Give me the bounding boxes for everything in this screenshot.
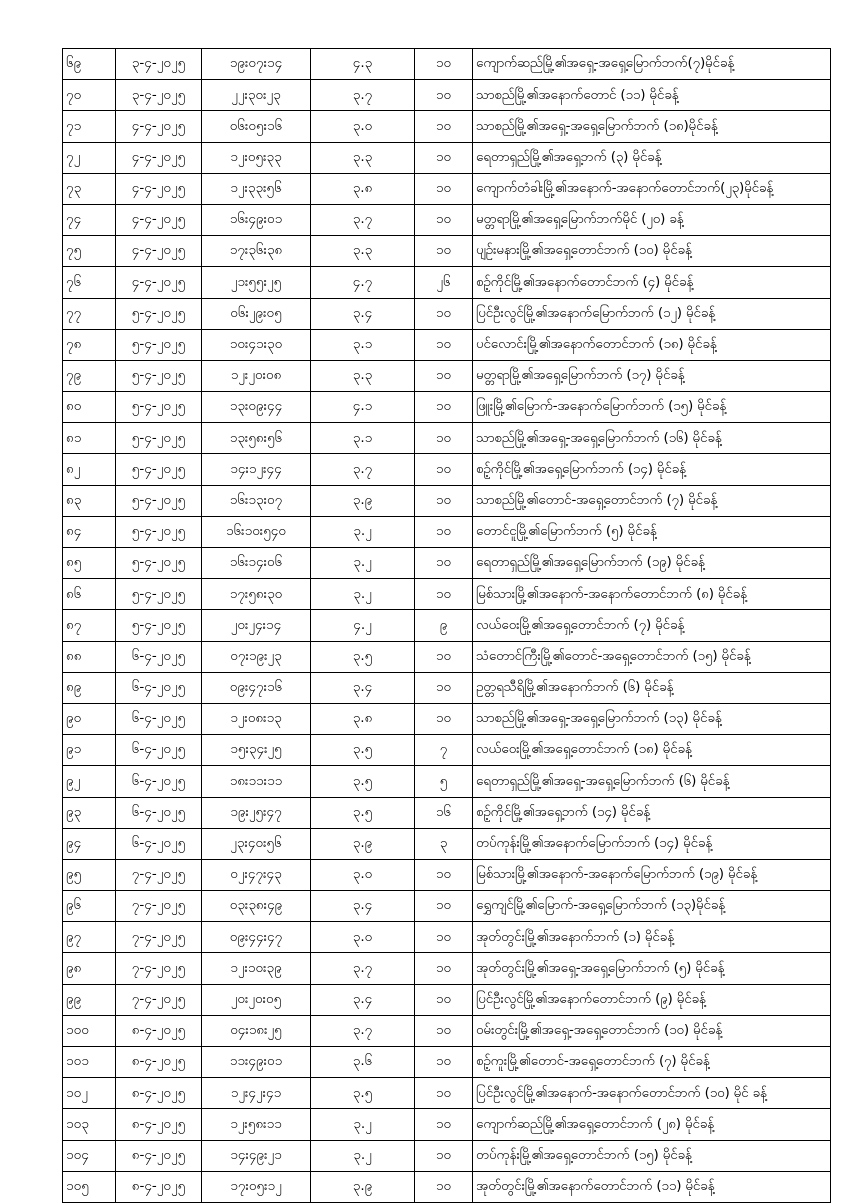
magnitude-cell: ၃.၁ [311, 329, 415, 360]
row-number: ၇၆ [63, 267, 116, 298]
table-row [63, 828, 831, 859]
location-cell: သာစည်မြို့၏အနောက်တောင် (၁၁) မိုင်ခန့် [473, 80, 831, 111]
location-cell: ပင်လောင်းမြို့၏အနောက်တောင်ဘက် (၁၈) မိုင်ခန့် [473, 329, 831, 360]
time-cell: ၁၇း၀၅း၁၂ [202, 1171, 311, 1202]
row-number: ၁၀၁ [63, 1047, 116, 1078]
time-cell: ၀၂း၄၇း၄၃ [202, 859, 311, 890]
depth-cell: ၇ [415, 735, 473, 766]
magnitude-cell: ၃.၂ [311, 1140, 415, 1171]
time-cell: ၁၆း၄၉း၀၁ [202, 204, 311, 235]
earthquake-table [62, 48, 831, 1203]
depth-cell: ၉ [415, 610, 473, 641]
depth-cell: ၁၀ [415, 204, 473, 235]
depth-cell: ၁၀ [415, 142, 473, 173]
time-cell: ၁၉း၀၇း၁၄ [202, 49, 311, 80]
time-cell: ၁၂း၀၅း၃၃ [202, 142, 311, 173]
table-row [63, 267, 831, 298]
row-number: ၉၉ [63, 984, 116, 1015]
location-cell: ကျောက်ဆည်မြို့၏အရှေ့တောင်ဘက် (၂၈) မိုင်ခန့် [473, 1109, 831, 1140]
table-row [63, 859, 831, 890]
table-row [63, 49, 831, 80]
table-row [63, 641, 831, 672]
row-number: ၇၄ [63, 204, 116, 235]
location-cell: ကျောက်ဆည်မြို့၏အရှေ့-အရှေ့မြောက်ဘက်(၇)မိုင်ခန့် [473, 49, 831, 80]
magnitude-cell: ၃.၂ [311, 579, 415, 610]
depth-cell: ၃ [415, 828, 473, 859]
table-row [63, 111, 831, 142]
table-row [63, 298, 831, 329]
row-number: ၈၆ [63, 579, 116, 610]
depth-cell: ၁၀ [415, 49, 473, 80]
depth-cell: ၁၀ [415, 953, 473, 984]
row-number: ၁၀၃ [63, 1109, 116, 1140]
magnitude-cell: ၃.၇ [311, 80, 415, 111]
time-cell: ၁၀း၄၁း၃၀ [202, 329, 311, 360]
table-row [63, 423, 831, 454]
magnitude-cell: ၃.၀ [311, 922, 415, 953]
date-cell: ၄-၄-၂၀၂၅ [116, 142, 202, 173]
table-row [63, 1140, 831, 1171]
table-row [63, 1109, 831, 1140]
location-cell: ပျဉ်းမနားမြို့၏အရှေ့တောင်ဘက် (၁၀) မိုင်ခန့် [473, 236, 831, 267]
magnitude-cell: ၃.၇ [311, 204, 415, 235]
time-cell: ၁၇း၅၈း၃၀ [202, 579, 311, 610]
time-cell: ၀၉း၄၄း၄၇ [202, 922, 311, 953]
location-cell: ပြင်ဦးလွင်မြို့၏အနောက်မြောက်ဘက် (၁၂) မိုင်ခန့် [473, 298, 831, 329]
time-cell: ၂၃း၄၀း၅၆ [202, 828, 311, 859]
depth-cell: ၁၀ [415, 516, 473, 547]
time-cell: ၁၃း၅၈း၅၆ [202, 423, 311, 454]
time-cell: ၁၆း၁၀း၅၄၀ [202, 516, 311, 547]
time-cell: ၀၆း၂၉း၀၅ [202, 298, 311, 329]
row-number: ၈၈ [63, 641, 116, 672]
table-row [63, 454, 831, 485]
table-row [63, 703, 831, 734]
table-row [63, 236, 831, 267]
location-cell: မတ္တရာမြို့၏အရှေ့မြောက်ဘက်မိုင် (၂၀) ခန့် [473, 204, 831, 235]
table-row [63, 735, 831, 766]
depth-cell: ၂၆ [415, 267, 473, 298]
table-row [63, 579, 831, 610]
date-cell: ၅-၄-၂၀၂၅ [116, 610, 202, 641]
location-cell: ပြင်ဦးလွင်မြို့၏အနောက်တောင်ဘက် (၉) မိုင်ခန့် [473, 984, 831, 1015]
table-row [63, 610, 831, 641]
depth-cell: ၁၀ [415, 360, 473, 391]
location-cell: သံတောင်ကြီးမြို့၏တောင်-အရှေ့တောင်ဘက် (၁၅) မိုင်ခန့် [473, 641, 831, 672]
row-number: ၉၀ [63, 703, 116, 734]
location-cell: ဝမ်းတွင်းမြို့၏အရှေ့-အရှေ့တောင်ဘက် (၁၀) မိုင်ခန့် [473, 1015, 831, 1046]
magnitude-cell: ၃.၃ [311, 360, 415, 391]
time-cell: ၁၂း၁၀း၃၉ [202, 953, 311, 984]
date-cell: ၈-၄-၂၀၂၅ [116, 1171, 202, 1202]
date-cell: ၃-၄-၂၀၂၅ [116, 49, 202, 80]
earthquake-table-body [63, 49, 831, 1203]
magnitude-cell: ၃.၇ [311, 454, 415, 485]
table-row [63, 1015, 831, 1046]
date-cell: ၅-၄-၂၀၂၅ [116, 392, 202, 423]
time-cell: ၁၂း၃၃း၅၆ [202, 173, 311, 204]
date-cell: ၄-၄-၂၀၂၅ [116, 204, 202, 235]
location-cell: ဖြူးမြို့၏မြောက်-အနောက်မြောက်ဘက် (၁၅) မိုင်ခန့် [473, 392, 831, 423]
magnitude-cell: ၃.၅ [311, 766, 415, 797]
location-cell: တောင်ငူမြို့၏မြောက်ဘက် (၅) မိုင်ခန့် [473, 516, 831, 547]
date-cell: ၈-၄-၂၀၂၅ [116, 1140, 202, 1171]
magnitude-cell: ၃.၇ [311, 953, 415, 984]
depth-cell: ၁၀ [415, 1015, 473, 1046]
date-cell: ၄-၄-၂၀၂၅ [116, 111, 202, 142]
location-cell: အုတ်တွင်းမြို့၏အရှေ့-အရှေ့မြောက်ဘက် (၅) မိုင်ခန့် [473, 953, 831, 984]
date-cell: ၈-၄-၂၀၂၅ [116, 1015, 202, 1046]
location-cell: ရေတာရှည်မြို့၏အရှေ့ဘက် (၃) မိုင်ခန့် [473, 142, 831, 173]
date-cell: ၅-၄-၂၀၂၅ [116, 516, 202, 547]
table-row [63, 204, 831, 235]
depth-cell: ၁၀ [415, 423, 473, 454]
magnitude-cell: ၃.၈ [311, 703, 415, 734]
magnitude-cell: ၃.၄ [311, 984, 415, 1015]
depth-cell: ၁၀ [415, 485, 473, 516]
magnitude-cell: ၃.၅ [311, 735, 415, 766]
date-cell: ၇-၄-၂၀၂၅ [116, 953, 202, 984]
date-cell: ၇-၄-၂၀၂၅ [116, 984, 202, 1015]
location-cell: တပ်ကုန်းမြို့၏အရှေ့တောင်ဘက် (၁၅) မိုင်ခန့် [473, 1140, 831, 1171]
table-row [63, 1171, 831, 1202]
date-cell: ၇-၄-၂၀၂၅ [116, 859, 202, 890]
location-cell: စဉ့်ကိုင်မြို့၏အနောက်တောင်ဘက် (၄) မိုင်ခန့် [473, 267, 831, 298]
magnitude-cell: ၃.၀ [311, 859, 415, 890]
time-cell: ၁၉း၂၅း၄၇ [202, 797, 311, 828]
row-number: ၁၀၂ [63, 1078, 116, 1109]
row-number: ၈၃ [63, 485, 116, 516]
depth-cell: ၁၀ [415, 1171, 473, 1202]
time-cell: ၁၆း၁၄း၀၆ [202, 548, 311, 579]
date-cell: ၆-၄-၂၀၂၅ [116, 735, 202, 766]
depth-cell: ၁၀ [415, 1078, 473, 1109]
row-number: ၈၂ [63, 454, 116, 485]
magnitude-cell: ၃.၉ [311, 1171, 415, 1202]
magnitude-cell: ၃.၇ [311, 1015, 415, 1046]
location-cell: သာစည်မြို့၏အရှေ့-အရှေ့မြောက်ဘက် (၁၈)မိုင်ခန့် [473, 111, 831, 142]
date-cell: ၄-၄-၂၀၂၅ [116, 173, 202, 204]
date-cell: ၅-၄-၂၀၂၅ [116, 360, 202, 391]
location-cell: အုတ်တွင်းမြို့၏အနောက်ဘက် (၁) မိုင်ခန့် [473, 922, 831, 953]
depth-cell: ၁၀ [415, 298, 473, 329]
location-cell: မြစ်သားမြို့၏အနောက်-အနောက်တောင်ဘက် (၈) မိုင်ခန့် [473, 579, 831, 610]
magnitude-cell: ၄.၂ [311, 610, 415, 641]
magnitude-cell: ၃.၄ [311, 672, 415, 703]
date-cell: ၄-၄-၂၀၂၅ [116, 236, 202, 267]
time-cell: ၁၂း၄၂း၄၁ [202, 1078, 311, 1109]
row-number: ၉၁ [63, 735, 116, 766]
depth-cell: ၅ [415, 766, 473, 797]
time-cell: ၂၀း၂၄း၁၄ [202, 610, 311, 641]
table-row [63, 142, 831, 173]
depth-cell: ၁၀ [415, 80, 473, 111]
time-cell: ၂၂း၃၀း၂၃ [202, 80, 311, 111]
row-number: ၇၇ [63, 298, 116, 329]
location-cell: စဉ့်ကိုင်မြို့၏အရှေ့မြောက်ဘက် (၁၄) မိုင်ခန့် [473, 454, 831, 485]
magnitude-cell: ၃.၈ [311, 173, 415, 204]
magnitude-cell: ၃.၅ [311, 797, 415, 828]
date-cell: ၈-၄-၂၀၂၅ [116, 1047, 202, 1078]
magnitude-cell: ၃.၅ [311, 1078, 415, 1109]
row-number: ၈၇ [63, 610, 116, 641]
row-number: ၉၆ [63, 891, 116, 922]
depth-cell: ၁၀ [415, 329, 473, 360]
table-row [63, 548, 831, 579]
date-cell: ၆-၄-၂၀၂၅ [116, 766, 202, 797]
time-cell: ၁၅း၃၄း၂၅ [202, 735, 311, 766]
magnitude-cell: ၄.၇ [311, 267, 415, 298]
row-number: ၈၄ [63, 516, 116, 547]
time-cell: ၁၁း၄၉း၀၁ [202, 1047, 311, 1078]
location-cell: သာစည်မြို့၏တောင်-အရှေ့တောင်ဘက် (၇) မိုင်ခန့် [473, 485, 831, 516]
depth-cell: ၁၀ [415, 672, 473, 703]
table-row [63, 329, 831, 360]
time-cell: ၀၇း၁၉း၂၃ [202, 641, 311, 672]
table-row [63, 1047, 831, 1078]
time-cell: ၁၄း၁၂း၄၄ [202, 454, 311, 485]
location-cell: မြစ်သားမြို့၏အနောက်-အနောက်မြောက်ဘက် (၁၉) မိုင်ခန့် [473, 859, 831, 890]
time-cell: ၀၆း၀၅း၁၆ [202, 111, 311, 142]
depth-cell: ၁၀ [415, 891, 473, 922]
date-cell: ၅-၄-၂၀၂၅ [116, 579, 202, 610]
row-number: ၉၂ [63, 766, 116, 797]
date-cell: ၆-၄-၂၀၂၅ [116, 672, 202, 703]
location-cell: အုတ်တွင်းမြို့၏အနောက်တောင်ဘက် (၁၁) မိုင်ခန့် [473, 1171, 831, 1202]
location-cell: ပြင်ဦးလွင်မြို့၏အနောက်-အနောက်တောင်ဘက် (၁၀) မိုင် ခန့် [473, 1078, 831, 1109]
date-cell: ၆-၄-၂၀၂၅ [116, 641, 202, 672]
location-cell: သာစည်မြို့၏အရှေ့-အရှေ့မြောက်ဘက် (၁၆) မိုင်ခန့် [473, 423, 831, 454]
row-number: ၇၁ [63, 111, 116, 142]
table-row [63, 766, 831, 797]
table-row [63, 953, 831, 984]
table-row [63, 797, 831, 828]
row-number: ၉၈ [63, 953, 116, 984]
table-row [63, 1078, 831, 1109]
table-row [63, 360, 831, 391]
magnitude-cell: ၄.၃ [311, 49, 415, 80]
row-number: ၇၉ [63, 360, 116, 391]
table-row [63, 80, 831, 111]
depth-cell: ၁၀ [415, 1140, 473, 1171]
location-cell: မတ္တရာမြို့၏အရှေ့မြောက်ဘက် (၁၇) မိုင်ခန့် [473, 360, 831, 391]
magnitude-cell: ၃.၂ [311, 1109, 415, 1140]
date-cell: ၆-၄-၂၀၂၅ [116, 703, 202, 734]
time-cell: ၁၇း၃၆း၃၈ [202, 236, 311, 267]
table-row [63, 516, 831, 547]
depth-cell: ၁၀ [415, 859, 473, 890]
row-number: ၈၉ [63, 672, 116, 703]
location-cell: စဉ့်ကူးမြို့၏တောင်-အရှေ့တောင်ဘက် (၇) မိုင်ခန့် [473, 1047, 831, 1078]
time-cell: ၀၄း၁၈း၂၅ [202, 1015, 311, 1046]
time-cell: ၀၉း၄၇း၁၆ [202, 672, 311, 703]
depth-cell: ၁၀ [415, 173, 473, 204]
magnitude-cell: ၃.၉ [311, 485, 415, 516]
magnitude-cell: ၃.၉ [311, 828, 415, 859]
date-cell: ၆-၄-၂၀၂၅ [116, 797, 202, 828]
date-cell: ၇-၄-၂၀၂၅ [116, 891, 202, 922]
depth-cell: ၁၀ [415, 1109, 473, 1140]
depth-cell: ၁၀ [415, 984, 473, 1015]
table-row [63, 485, 831, 516]
time-cell: ၁၃း၀၉း၄၄ [202, 392, 311, 423]
date-cell: ၃-၄-၂၀၂၅ [116, 80, 202, 111]
magnitude-cell: ၃.၃ [311, 236, 415, 267]
time-cell: ၂၀း၂၀း၀၅ [202, 984, 311, 1015]
magnitude-cell: ၃.၄ [311, 891, 415, 922]
date-cell: ၇-၄-၂၀၂၅ [116, 922, 202, 953]
magnitude-cell: ၄.၁ [311, 392, 415, 423]
date-cell: ၆-၄-၂၀၂၅ [116, 828, 202, 859]
row-number: ၉၃ [63, 797, 116, 828]
date-cell: ၅-၄-၂၀၂၅ [116, 548, 202, 579]
date-cell: ၄-၄-၂၀၂၅ [116, 267, 202, 298]
depth-cell: ၁၀ [415, 454, 473, 485]
row-number: ၈၁ [63, 423, 116, 454]
row-number: ၁၀၄ [63, 1140, 116, 1171]
row-number: ၈၀ [63, 392, 116, 423]
depth-cell: ၁၀ [415, 111, 473, 142]
depth-cell: ၁၀ [415, 236, 473, 267]
magnitude-cell: ၃.၂ [311, 516, 415, 547]
table-row [63, 672, 831, 703]
row-number: ၉၄ [63, 828, 116, 859]
depth-cell: ၁၆ [415, 797, 473, 828]
magnitude-cell: ၃.၁ [311, 423, 415, 454]
date-cell: ၅-၄-၂၀၂၅ [116, 454, 202, 485]
date-cell: ၅-၄-၂၀၂၅ [116, 298, 202, 329]
row-number: ၇၃ [63, 173, 116, 204]
date-cell: ၅-၄-၂၀၂၅ [116, 423, 202, 454]
time-cell: ၁၂း၅၈း၁၁ [202, 1109, 311, 1140]
time-cell: ၁၄း၄၉း၂၁ [202, 1140, 311, 1171]
time-cell: ၁၂း၀၈း၁၃ [202, 703, 311, 734]
magnitude-cell: ၃.၆ [311, 1047, 415, 1078]
table-row [63, 392, 831, 423]
date-cell: ၅-၄-၂၀၂၅ [116, 329, 202, 360]
location-cell: ဥတ္တရသီရိမြို့၏အနောက်ဘက် (၆) မိုင်ခန့် [473, 672, 831, 703]
row-number: ၉၅ [63, 859, 116, 890]
row-number: ၉၇ [63, 922, 116, 953]
row-number: ၇၅ [63, 236, 116, 267]
table-row [63, 922, 831, 953]
location-cell: တပ်ကုန်းမြို့၏အနောက်မြောက်ဘက် (၁၄) မိုင်ခန့် [473, 828, 831, 859]
location-cell: သာစည်မြို့၏အရှေ့-အရှေ့မြောက်ဘက် (၁၃) မိုင်ခန့် [473, 703, 831, 734]
depth-cell: ၁၀ [415, 703, 473, 734]
magnitude-cell: ၃.၂ [311, 548, 415, 579]
location-cell: လယ်ဝေးမြို့၏အရှေ့တောင်ဘက် (၁၈) မိုင်ခန့် [473, 735, 831, 766]
row-number: ၇၈ [63, 329, 116, 360]
location-cell: ရွှေကျင်မြို့၏မြောက်-အရှေ့မြောက်ဘက် (၁၃)မိုင်ခန့် [473, 891, 831, 922]
depth-cell: ၁၀ [415, 922, 473, 953]
location-cell: ရေတာရှည်မြို့၏အရှေ့-အရှေ့မြောက်ဘက် (၆) မိုင်ခန့် [473, 766, 831, 797]
date-cell: ၅-၄-၂၀၂၅ [116, 485, 202, 516]
depth-cell: ၁၀ [415, 392, 473, 423]
time-cell: ၀၃း၃၈း၄၉ [202, 891, 311, 922]
time-cell: ၁၆း၁၃း၀၇ [202, 485, 311, 516]
row-number: ၆၉ [63, 49, 116, 80]
location-cell: လယ်ဝေးမြို့၏အရှေ့တောင်ဘက် (၇) မိုင်ခန့် [473, 610, 831, 641]
table-row [63, 173, 831, 204]
magnitude-cell: ၃.၃ [311, 142, 415, 173]
document-page [62, 48, 812, 1203]
date-cell: ၈-၄-၂၀၂၅ [116, 1109, 202, 1140]
row-number: ၁၀၅ [63, 1171, 116, 1202]
table-row [63, 984, 831, 1015]
location-cell: ရေတာရှည်မြို့၏အရှေ့မြောက်ဘက် (၁၉) မိုင်ခန့် [473, 548, 831, 579]
time-cell: ၁၂း၂၀း၀၈ [202, 360, 311, 391]
location-cell: စဉ့်ကိုင်မြို့၏အရှေ့ဘက် (၁၄) မိုင်ခန့် [473, 797, 831, 828]
row-number: ၈၅ [63, 548, 116, 579]
row-number: ၇၀ [63, 80, 116, 111]
location-cell: ကျောက်တံခါးမြို့၏အနောက်-အနောက်တောင်ဘက်(၂၃)မိုင်ခန့် [473, 173, 831, 204]
magnitude-cell: ၃.၄ [311, 298, 415, 329]
depth-cell: ၁၀ [415, 641, 473, 672]
depth-cell: ၁၀ [415, 1047, 473, 1078]
row-number: ၇၂ [63, 142, 116, 173]
depth-cell: ၁၀ [415, 548, 473, 579]
depth-cell: ၁၀ [415, 579, 473, 610]
date-cell: ၈-၄-၂၀၂၅ [116, 1078, 202, 1109]
magnitude-cell: ၃.၀ [311, 111, 415, 142]
time-cell: ၂၁း၅၅း၂၅ [202, 267, 311, 298]
magnitude-cell: ၃.၅ [311, 641, 415, 672]
time-cell: ၁၈း၁၁း၁၁ [202, 766, 311, 797]
row-number: ၁၀၀ [63, 1015, 116, 1046]
table-row [63, 891, 831, 922]
